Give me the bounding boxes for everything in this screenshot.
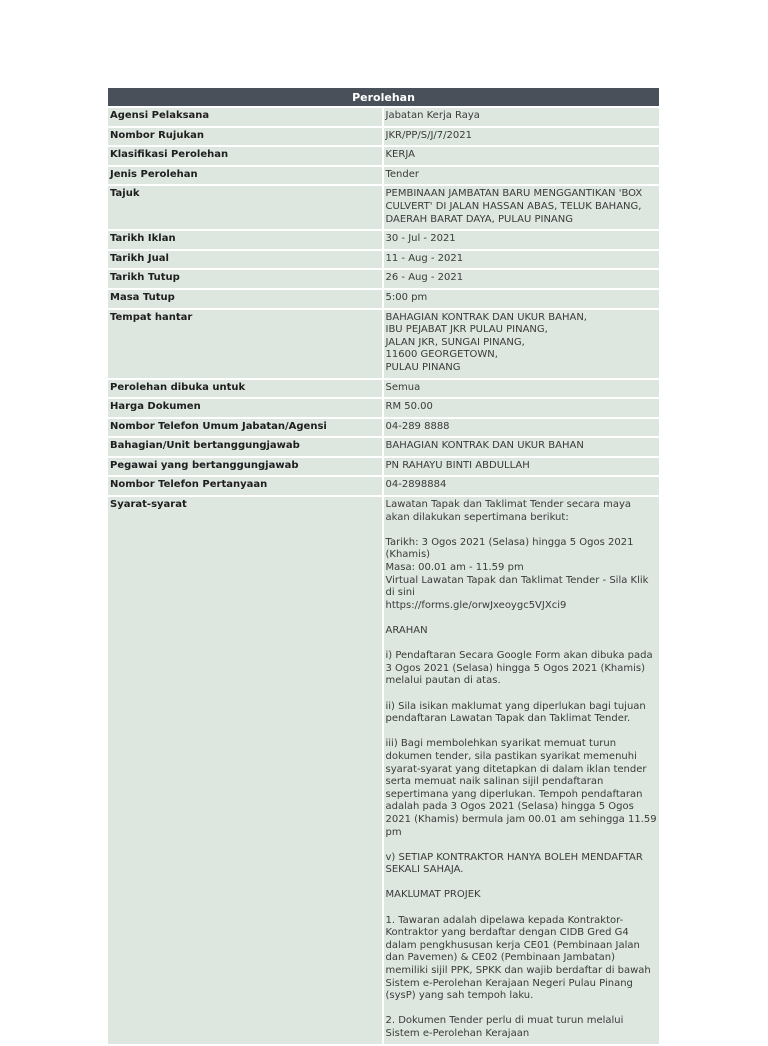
table-header-row (108, 88, 659, 106)
field-value: 30 - Jul - 2021 (384, 231, 660, 249)
field-label: Tarikh Iklan (108, 231, 384, 249)
field-value: PEMBINAAN JAMBATAN BARU MENGGANTIKAN 'BOX CULVERT' DI JALAN HASSAN ABAS, TELUK BAHANG, DAERAH BARAT DAYA, PULAU PINANG (384, 186, 660, 229)
field-value: 26 - Aug - 2021 (384, 270, 660, 288)
field-value: Semua (384, 380, 660, 398)
field-label: Tarikh Tutup (108, 270, 384, 288)
field-label: Nombor Rujukan (108, 128, 384, 146)
row-nombor-rujukan (108, 128, 659, 146)
row-masa-tutup (108, 290, 659, 308)
row-tajuk (108, 186, 659, 229)
field-label: Agensi Pelaksana (108, 108, 384, 126)
field-value: KERJA (384, 147, 660, 165)
row-perolehan-dibuka-untuk (108, 380, 659, 398)
field-label: Pegawai yang bertanggungjawab (108, 458, 384, 476)
field-label: Perolehan dibuka untuk (108, 380, 384, 398)
field-label: Tarikh Jual (108, 251, 384, 269)
row-harga-dokumen (108, 399, 659, 417)
field-label: Klasifikasi Perolehan (108, 147, 384, 165)
row-nombor-telefon-pertanyaan (108, 477, 659, 495)
field-value: Lawatan Tapak dan Taklimat Tender secara maya akan dilakukan sepertimana berikut: Tarikh: 3 Ogos 2021 (Selasa) hingga 5 Ogos 2021 (Khamis) Masa: 00.01 am - 11.59 pm Virtual Lawatan Tapak dan Taklimat Tender - Sila Klik di sini https://forms.gle/orwJxeoygc5VJXci9 ARAHAN i) Pendaftaran Secara Google Form akan dibuka pada 3 Ogos 2021 (Selasa) hingga 5 Ogos 2021 (Khamis) melalui pautan di atas. ii) Sila isikan maklumat yang diperlukan bagi tujuan pendaftaran Lawatan Tapak dan Taklimat Tender. iii) Bagi membolehkan syarikat memuat turun dokumen tender, sila pastikan syarikat memenuhi syarat-syarat yang ditetapkan di dalam iklan tender serta memuat naik salinan sijil pendaftaran sepertimana yang diperlukan. Tempoh pendaftaran adalah pada 3 Ogos 2021 (Selasa) hingga 5 Ogos 2021 (Khamis) bermula jam 00.01 am sehingga 11.59 pm v) SETIAP KONTRAKTOR HANYA BOLEH MENDAFTAR SEKALI SAHAJA. MAKLUMAT PROJEK 1. Tawaran adalah dipelawa kepada Kontraktor-Kontraktor yang berdaftar dengan CIDB Gred G4 dalam pengkhususan kerja CE01 (Pembinaan Jalan dan Pavemen) & CE02 (Pembinaan Jambatan) memiliki sijil PPK, SPKK dan wajib berdaftar di bawah Sistem e-Perolehan Kerajaan Negeri Pulau Pinang (sysP) yang sah tempoh laku. 2. Dokumen Tender perlu di muat turun melalui Sistem e-Perolehan Kerajaan (384, 497, 660, 1044)
field-value: 04-2898884 (384, 477, 660, 495)
field-value: JKR/PP/S/J/7/2021 (384, 128, 660, 146)
field-label: Nombor Telefon Pertanyaan (108, 477, 384, 495)
field-value: Jabatan Kerja Raya (384, 108, 660, 126)
field-label: Syarat-syarat (108, 497, 384, 1044)
field-value: PN RAHAYU BINTI ABDULLAH (384, 458, 660, 476)
field-value: BAHAGIAN KONTRAK DAN UKUR BAHAN, IBU PEJABAT JKR PULAU PINANG, JALAN JKR, SUNGAI PINANG, 11600 GEORGETOWN, PULAU PINANG (384, 310, 660, 378)
row-pegawai (108, 458, 659, 476)
field-value: 04-289 8888 (384, 419, 660, 437)
field-label: Harga Dokumen (108, 399, 384, 417)
table-title: Perolehan (108, 88, 659, 106)
field-label: Nombor Telefon Umum Jabatan/Agensi (108, 419, 384, 437)
field-label: Masa Tutup (108, 290, 384, 308)
field-label: Jenis Perolehan (108, 167, 384, 185)
procurement-detail-sheet (108, 88, 659, 1039)
field-value: 5:00 pm (384, 290, 660, 308)
row-tempat-hantar (108, 310, 659, 378)
field-label: Tajuk (108, 186, 384, 229)
field-label: Tempat hantar (108, 310, 384, 378)
row-jenis-perolehan (108, 167, 659, 185)
row-nombor-telefon-umum (108, 419, 659, 437)
row-tarikh-jual (108, 251, 659, 269)
row-tarikh-tutup (108, 270, 659, 288)
field-value: BAHAGIAN KONTRAK DAN UKUR BAHAN (384, 438, 660, 456)
row-bahagian-unit (108, 438, 659, 456)
row-tarikh-iklan (108, 231, 659, 249)
field-label: Bahagian/Unit bertanggungjawab (108, 438, 384, 456)
row-agensi-pelaksana (108, 108, 659, 126)
field-value: RM 50.00 (384, 399, 660, 417)
row-klasifikasi-perolehan (108, 147, 659, 165)
row-syarat-syarat (108, 497, 659, 1044)
procurement-table (108, 86, 659, 1046)
field-value: Tender (384, 167, 660, 185)
field-value: 11 - Aug - 2021 (384, 251, 660, 269)
